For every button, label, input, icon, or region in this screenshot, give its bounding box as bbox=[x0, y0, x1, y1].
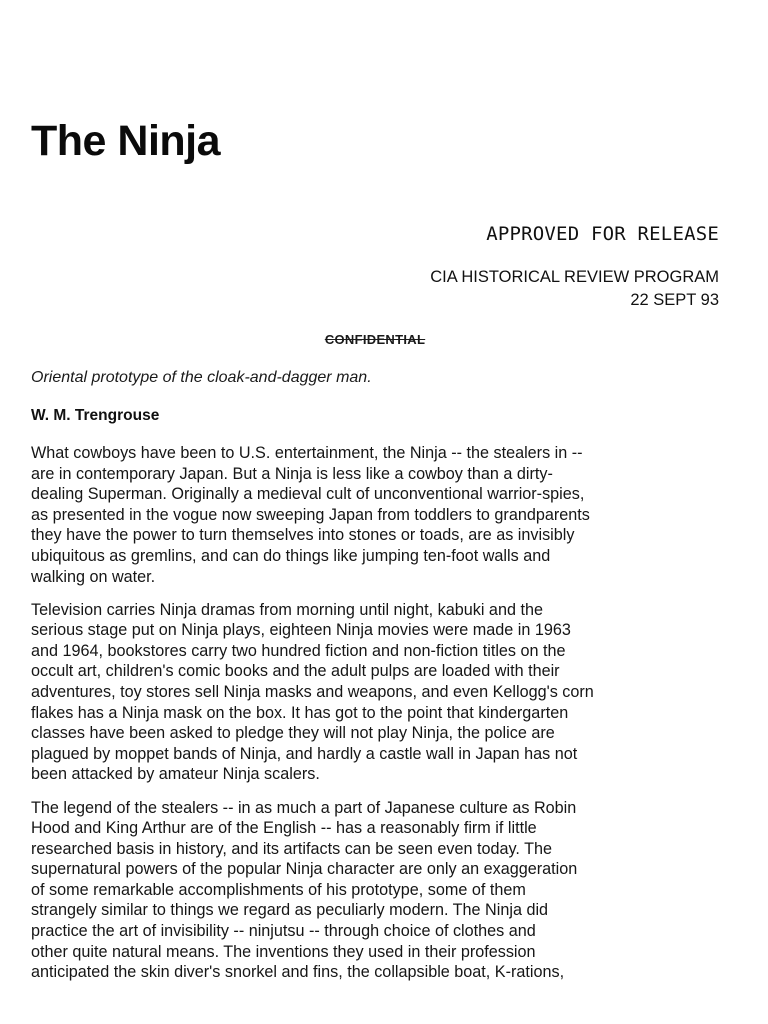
paragraph-line: been attacked by amateur Ninja scalers. bbox=[31, 765, 320, 784]
paragraph-line: ubiquitous as gremlins, and can do things like jumping ten-foot walls and bbox=[31, 546, 551, 565]
paragraph-line: strangely similar to things we regard as peculiarly modern. The Ninja did bbox=[31, 901, 549, 920]
paragraph-line: plagued by moppet bands of Ninja, and hardly a castle wall in Japan has not bbox=[31, 744, 578, 763]
body-paragraph bbox=[31, 600, 719, 785]
paragraph-line: adventures, toy stores sell Ninja masks and weapons, and even Kellogg's corn bbox=[31, 683, 594, 702]
article-body bbox=[31, 443, 719, 995]
review-date: 22 SEPT 93 bbox=[630, 291, 719, 309]
paragraph-line: researched basis in history, and its artifacts can be seen even today. The bbox=[31, 839, 552, 858]
paragraph-line: other quite natural means. The inventions they used in their profession bbox=[31, 942, 536, 961]
paragraph-line: and 1964, bookstores carry two hundred fiction and non-fiction titles on the bbox=[31, 641, 566, 660]
review-program-name: CIA HISTORICAL REVIEW PROGRAM bbox=[430, 268, 719, 286]
paragraph-line: supernatural powers of the popular Ninja character are only an exaggeration bbox=[31, 860, 578, 879]
paragraph-line: The legend of the stealers -- in as much a part of Japanese culture as Robin bbox=[31, 798, 577, 817]
article-author: W. M. Trengrouse bbox=[31, 407, 160, 424]
paragraph-line: Hood and King Arthur are of the English -- has a reasonably firm if little bbox=[31, 819, 537, 838]
paragraph-line: they have the power to turn themselves into stones or toads, are as invisibly bbox=[31, 526, 575, 545]
article-subtitle: Oriental prototype of the cloak-and-dagger man. bbox=[31, 369, 372, 386]
body-paragraph bbox=[31, 443, 719, 587]
paragraph-line: What cowboys have been to U.S. entertainment, the Ninja -- the stealers in -- bbox=[31, 444, 583, 462]
document-title: The Ninja bbox=[31, 117, 221, 165]
paragraph-line: occult art, children's comic books and the adult pulps are loaded with their bbox=[31, 662, 560, 681]
paragraph-line: serious stage put on Ninja plays, eighteen Ninja movies were made in 1963 bbox=[31, 621, 571, 640]
paragraph-line: dealing Superman. Originally a medieval cult of unconventional warrior-spies, bbox=[31, 485, 585, 504]
paragraph-line: of some remarkable accomplishments of his prototype, some of them bbox=[31, 880, 526, 899]
paragraph-line: walking on water. bbox=[31, 567, 156, 586]
paragraph-line: flakes has a Ninja mask on the box. It has got to the point that kindergarten bbox=[31, 703, 569, 722]
paragraph-line: anticipated the skin diver's snorkel and fins, the collapsible boat, K-rations, bbox=[31, 963, 565, 982]
paragraph-line: are in contemporary Japan. But a Ninja is less like a cowboy than a dirty- bbox=[31, 464, 553, 483]
paragraph-line: as presented in the vogue now sweeping Japan from toddlers to grandparents bbox=[31, 505, 590, 524]
release-stamp: APPROVED FOR RELEASE bbox=[486, 223, 719, 245]
review-program-block bbox=[430, 266, 719, 312]
paragraph-line: classes have been asked to pledge they will not play Ninja, the police are bbox=[31, 724, 555, 743]
body-paragraph bbox=[31, 798, 719, 983]
classification-marking: CONFIDENTIAL bbox=[324, 332, 426, 347]
paragraph-line: Television carries Ninja dramas from morning until night, kabuki and the bbox=[31, 600, 543, 619]
paragraph-line: practice the art of invisibility -- ninjutsu -- through choice of clothes and bbox=[31, 922, 536, 941]
